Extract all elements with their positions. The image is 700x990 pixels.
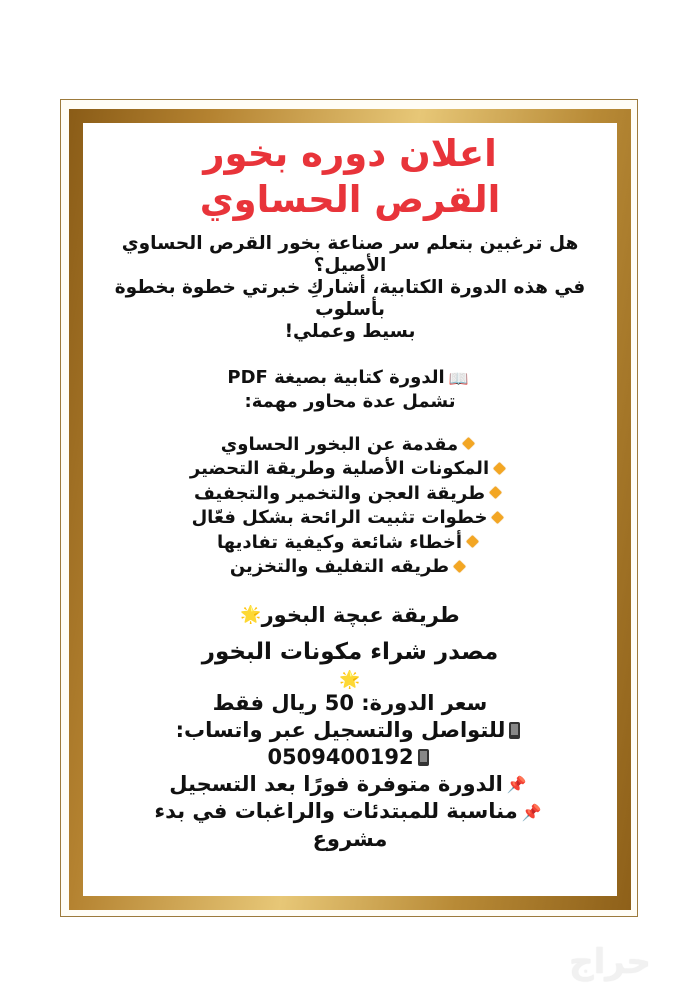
topics-heading: تشمل عدة محاور مهمة: [244,390,456,412]
bonus-2: مصدر شراء مكونات البخور [201,639,499,665]
phone-with-arrow-icon [418,749,429,766]
phone-number: 0509400192 [267,744,414,769]
pdf-info [83,366,617,413]
topic-item: طريقه التفليف والتخزين [83,555,617,580]
intro-line-3: بسيط وعملي! [284,321,416,342]
note-1: 📌الدورة متوفرة فورًا بعد التسجيل [169,771,527,796]
orange-diamond-icon [462,437,475,450]
haraj-watermark: حراج [569,942,651,982]
phone-line [83,744,617,771]
poster-content [83,123,617,896]
topic-item: المكونات الأصلية وطريقة التحضير [83,457,617,482]
pushpin-icon: 📌 [506,775,527,794]
intro-line-1: هل ترغبين بتعلم سر صناعة بخور القرص الحساوي الأصيل؟ [121,233,579,276]
price: سعر الدورة: 50 ريال فقط [212,690,488,715]
open-book-icon: 📖 [448,368,469,388]
orange-diamond-icon [466,535,479,548]
bonus-1: طريقة عبچة البخور🌟 [83,602,617,630]
topic-item: طريقة العجن والتخمير والتجفيف [83,482,617,507]
intro-line-2: في هذه الدورة الكتابية، أشاركِ خبرتي خطوة بخطوة بأسلوب [114,277,586,320]
title-line-1: اعلان دوره بخور [203,132,497,175]
topic-item: مقدمة عن البخور الحساوي [83,433,617,458]
topics-list [83,433,617,580]
note-2: 📌مناسبة للمبتدئات والراغبات في بدء مشروع [154,799,542,851]
glowing-star-icon: 🌟 [240,605,262,625]
orange-diamond-icon [493,462,506,475]
topic-item: خطوات تثبيت الرائحة بشكل فعّال [83,506,617,531]
orange-diamond-icon [492,511,505,524]
poster-title [83,131,617,223]
mobile-phone-icon [509,722,520,739]
orange-diamond-icon [453,560,466,573]
intro-text [83,233,617,343]
pdf-line: الدورة كتابية بصيغة PDF [227,367,445,388]
pushpin-icon: 📌 [521,802,542,822]
contact-label: للتواصل والتسجيل عبر واتساب: [83,717,617,744]
glowing-star-icon: 🌟 [339,669,361,690]
topic-item: أخطاء شائعة وكيفية تفاديها [83,531,617,556]
title-line-2: القرص الحساوي [199,178,501,221]
orange-diamond-icon [489,486,502,499]
